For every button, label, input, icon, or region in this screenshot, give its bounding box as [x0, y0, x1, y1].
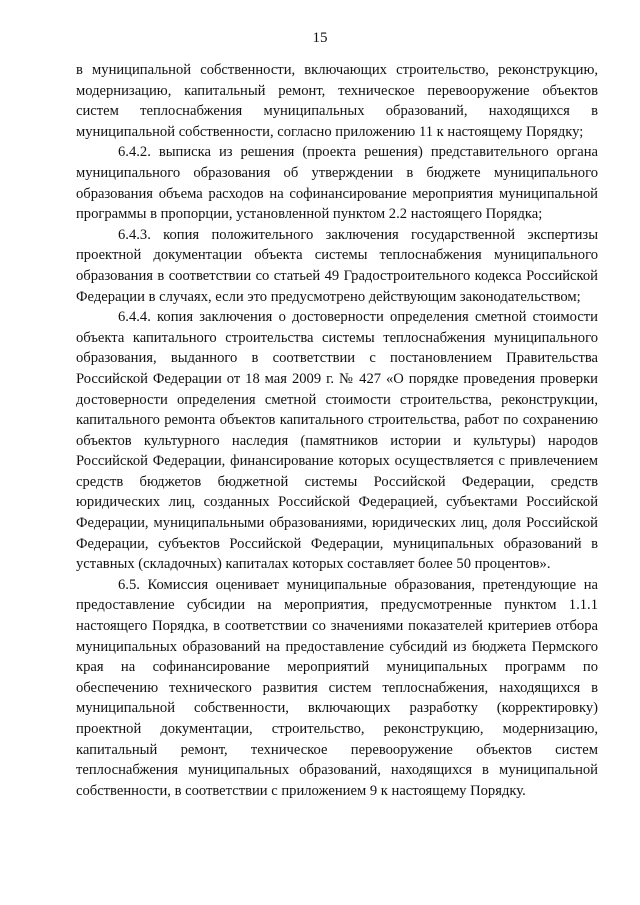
paragraph-6-4-2: 6.4.2. выписка из решения (проекта решения) представительного органа муниципального образования об утверждении в бюджете муниципального образования объема расходов на софинансирование мероприятия муниципальной программы в пропорции, установленной пунктом 2.2 настоящего Порядка; [76, 144, 598, 223]
document-body [76, 60, 598, 801]
paragraph-6-4-4: 6.4.4. копия заключения о достоверности определения сметной стоимости объекта капитального строительства системы теплоснабжения муниципального образования, выданного в соответствии с постановлением Правительства Российской Федерации от 18 мая 2009 г. № 427 «О порядке проведения проверки достоверности определения сметной стоимости строительства, реконструкции, капитального ремонта объектов капитального строительства, работ по сохранению объектов культурного наследия (памятников истории и культуры) народов Российской Федерации, финансирование которых осуществляется с привлечением средств бюджетов бюджетной системы Российской Федерации, средств юридических лиц, созданных Российской Федерацией, субъектами Российской Федерации, муниципальными образованиями, юридических лиц, доля Российской Федерации, субъектов Российской Федерации, муниципальных образований в уставных (складочных) капиталах которых составляет более 50 процентов». [76, 309, 598, 573]
paragraph-6-4-3: 6.4.3. копия положительного заключения государственной экспертизы проектной документации объекта системы теплоснабжения муниципального образования в соответствии со статьей 49 Градостроительного кодекса Российской Федерации в случаях, если это предусмотрено действующим законодательством; [76, 226, 598, 305]
paragraph-continuation: в муниципальной собственности, включающих строительство, реконструкцию, модернизацию, капитальный ремонт, техническое перевооружение объектов систем теплоснабжения муниципальных образований, находящихся в муниципальной собственности, согласно приложению 11 к настоящему Порядку; [76, 62, 598, 140]
page-number: 15 [312, 30, 328, 46]
paragraph-6-5: 6.5. Комиссия оценивает муниципальные образования, претендующие на предоставление субсидии на мероприятия, предусмотренные пунктом 1.1.1 настоящего Порядка, в соответствии со значениями показателей критериев отбора муниципальных образований на предоставление субсидий из бюджета Пермского края на софинансирование мероприятий муниципальных программ по обеспечению технического развития систем теплоснабжения, находящихся в муниципальной собственности, включающих разработку (корректировку) проектной документации, строительство, реконструкцию, модернизацию, капитальный ремонт, техническое перевооружение объектов систем теплоснабжения муниципальных образований, находящихся в муниципальной собственности, в соответствии с приложением 9 к настоящему Порядку. [76, 576, 598, 799]
